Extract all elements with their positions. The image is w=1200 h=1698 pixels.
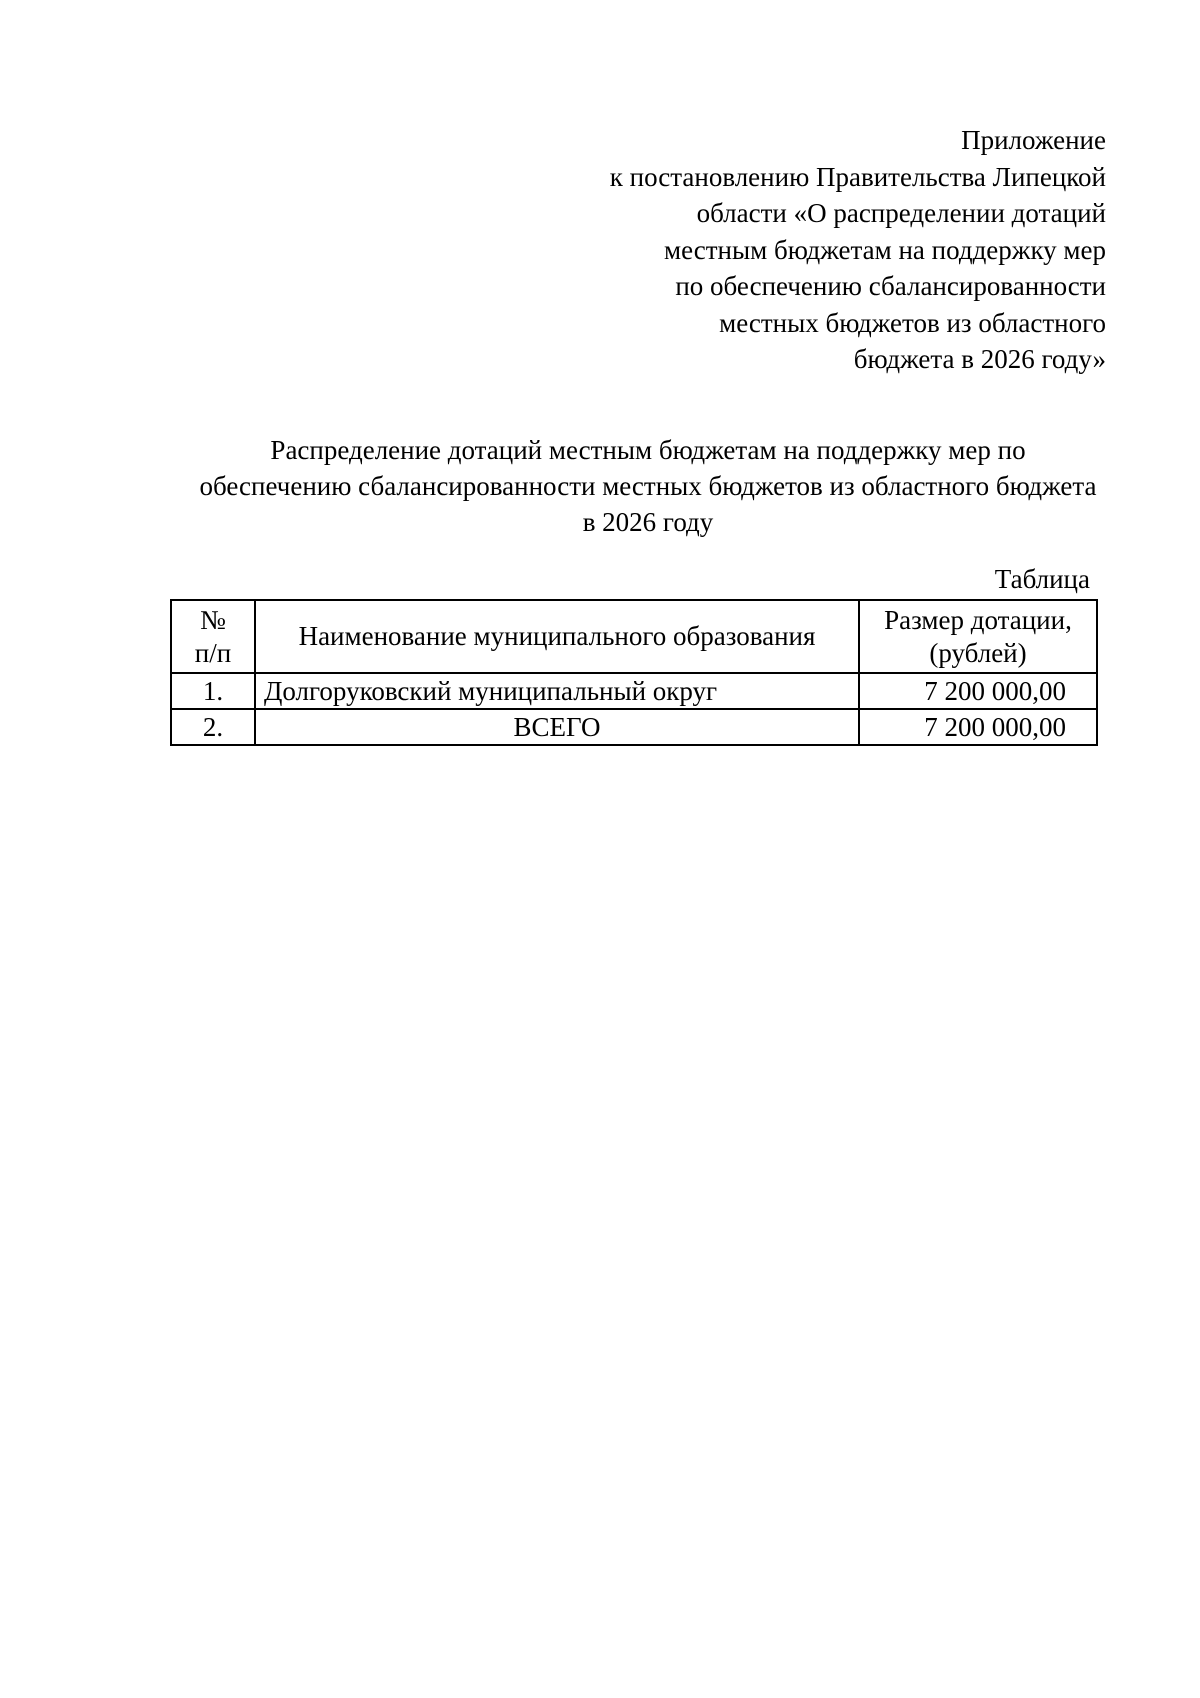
subsidy-table xyxy=(170,599,1098,746)
appendix-line: Приложение xyxy=(961,125,1106,155)
appendix-line: бюджета в 2026 году» xyxy=(853,344,1106,374)
header-subsidy-amount xyxy=(859,600,1097,673)
appendix-line: области «О распределении дотаций xyxy=(696,198,1106,228)
row-amount: 7 200 000,00 xyxy=(859,673,1097,709)
table-row-total xyxy=(171,709,1097,745)
row-number: 1. xyxy=(171,673,255,709)
appendix-line: к постановлению Правительства Липецкой xyxy=(609,161,1106,192)
table-row xyxy=(171,673,1097,709)
header-municipality-name: Наименование муниципального образования xyxy=(255,600,859,673)
header-amount-line: Размер дотации, xyxy=(884,604,1072,635)
row-number: 2. xyxy=(171,709,255,745)
row-municipality: Долгоруковский муниципальный округ xyxy=(255,673,859,709)
title-line: обеспечению сбалансированности местных бюджетов из областного бюджета xyxy=(199,471,1097,501)
row-total-amount: 7 200 000,00 xyxy=(859,709,1097,745)
title-line: Распределение дотаций местным бюджетам на поддержку мер по xyxy=(270,435,1026,465)
header-amount-unit: (рублей) xyxy=(929,637,1027,668)
appendix-line: местным бюджетам на поддержку мер xyxy=(664,234,1106,265)
document-title xyxy=(150,432,1146,540)
title-line: в 2026 году xyxy=(582,507,714,537)
table-label: Таблица xyxy=(994,564,1090,594)
appendix-header xyxy=(470,122,1106,378)
appendix-line: местных бюджетов из областного xyxy=(719,307,1106,338)
table-header-row xyxy=(171,600,1097,673)
appendix-line: по обеспечению сбалансированности xyxy=(675,271,1106,301)
header-number-abbr: п/п xyxy=(194,637,232,668)
header-number-symbol: № xyxy=(200,604,226,635)
header-number xyxy=(171,600,255,673)
row-total-label: ВСЕГО xyxy=(255,709,859,745)
